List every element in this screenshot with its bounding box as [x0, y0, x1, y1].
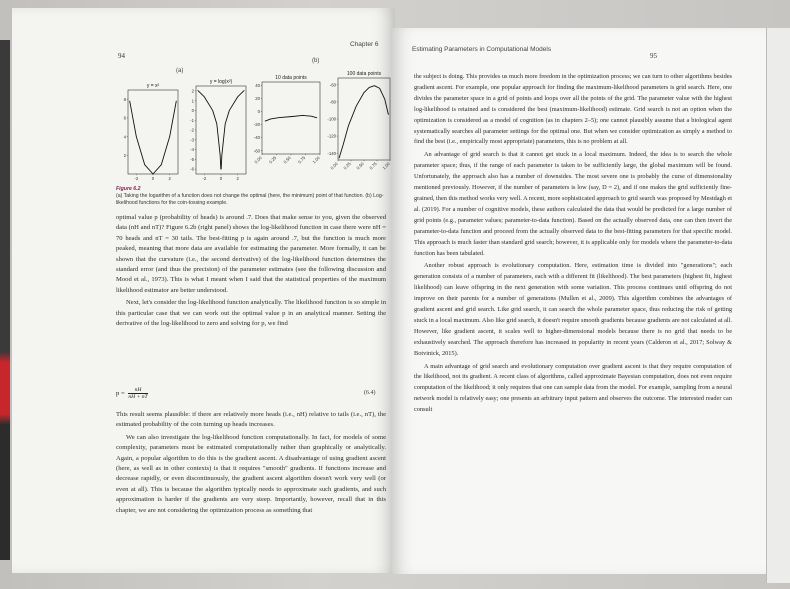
panel-a-label: (a) [176, 68, 184, 74]
y-tick-label: 0 [191, 108, 194, 114]
paragraph: the subject is doing. This provides us much more freedom in the optimization process; we can turn to other algorithms besides gradient ascent. For example, one popular approach for finding the maximum-likelihood parameters is grid search. Here, one divides the parameter space in a grid of points and loops over all the points of the grid. The parameter value with the highest log-likelihood is retained and is considered the best (maximum-likelihood) estimate. Grid search is not an option when the optimization is considered as a model of cognition (as in chapters 2–5); one cannot plausibly assume that a biological agent systematically searches all parameter settings for the optimal one. But when we consider optimization as simply a method to find the best (i.e., empirically most appropriate) parameters, this is no problem at all. [414, 73, 732, 146]
panel-b-label: (b) [312, 58, 320, 64]
figure-caption-text: (a) Taking the logarithm of a function does not change the optimal (here, the minimum) point of that function. (b) Log-likelihood functions for the coin-tossing example. [116, 193, 384, 206]
figure-6-2 [12, 56, 395, 206]
y-tick-label: -140 [327, 150, 336, 156]
y-tick-label: -20 [253, 122, 260, 128]
series-line [198, 90, 245, 169]
x-tick-label: 2 [168, 176, 171, 181]
plot-title: y = log(x²) [209, 79, 233, 85]
x-tick-label: 0.00 [253, 155, 263, 165]
plot-frame [338, 78, 390, 160]
plot-frame [262, 82, 320, 154]
y-tick-label: -60 [329, 82, 336, 88]
x-tick-label: 0 [151, 176, 155, 181]
y-tick-label: -40 [253, 135, 260, 141]
paragraph: An advantage of grid search is that it cannot get stuck in a local maximum. Indeed, the idea is to search the whole parameter space; thus, if the range of each parameter is taken to be sufficiently large, the global maximum will be found. Unfortunately, the approach also has a number of downsides. The most severe one is probably the curse of dimensionality mentioned previously. However, if the number of parameters is low (say, D = 2), and if one makes the grid sufficiently fine-grained, then this method works very well. A recent, more sophisticated approach to grid search was proposed by Mestdagh et al. (2019). For a number of cognitive models, these authors calculated the data that would be predicted for a large number of grid points (e.g., parameter values; parameter-to-data function). Based on the actually observed data, one can then invert the parameter-to-data function and proceed from the actually observed data to the best-fitting parameters for that specific model. This approach is much faster than standard grid search; however, it is applicable only for models where the parameter-to-data function has been tabulated. [414, 151, 732, 257]
book-cover-right [766, 28, 790, 583]
paragraph: A main advantage of grid search and evolutionary computation over gradient ascent is that they require computation of the likelihood, not its gradient. A recent class of algorithms, called approximate Bayesian computation, does not even require computation of the likelihood; it only requires that one can sample data from the model. For example, sampling from a neural network model is relatively easy; one presents an arbitrary input pattern and observes the outcome. The interested reader can consult [414, 362, 732, 414]
left-body-upper [116, 213, 386, 331]
x-tick-label: 0 [219, 176, 223, 181]
series-line [130, 101, 177, 174]
series-line [265, 115, 317, 121]
y-tick-label: -6 [190, 166, 194, 172]
right-running-head: Estimating Parameters in Computational Models [412, 46, 552, 53]
x-tick-label: 1.00 [311, 155, 321, 165]
y-tick-label: -60 [253, 148, 260, 154]
paragraph: optimal value p (probability of heads) is around .7. Does that make sense to you, given the observed data (nH and nT)? Figure 6.2b (right panel) shows the log-likelihood function in case there were nH = 70 heads and nT = 30 tails. The best-fitting p is again around .7, but the function is much more peaked, meaning that more data are available for estimating the parameter. More formally, it can be shown that the curvature (i.e., the second derivative) of the log-likelihood function determines the standard error (and thus the precision) of the parameter estimates (see the following discussion and Mood et al., 1973). This is what I meant when I said that the statistical properties of the maximum likelihood estimator are better understood. [116, 214, 386, 294]
x-tick-label: 0.25 [342, 161, 352, 171]
x-tick-label: 0.50 [355, 161, 365, 171]
y-tick-label: -5 [190, 156, 194, 162]
y-tick-label: -4 [190, 147, 194, 153]
figure-caption [116, 186, 388, 207]
paragraph: This result seems plausible: if there are relatively more heads (i.e., nH) relative to tails (i.e., nT), the estimated probability of the coin turning up heads increases. [116, 411, 386, 429]
y-tick-label: 6 [123, 115, 126, 121]
book-cover-edge [0, 40, 10, 560]
left-running-head: Chapter 6 [350, 41, 379, 48]
y-tick-label: -3 [190, 137, 194, 143]
paragraph: Another robust approach is evolutionary computation. Here, estimation time is divided into "generations"; each generation consists of a number of parameters, each with a different fit (likelihood). The best parameters (highest fit, highest likelihood) can leave offspring in the next generation with some variation. This process continues until offspring do not improve on their parents for a number of generations (Mullen et al., 2009). This algorithm combines the advantages of gradient ascent and grid search. Like grid search, it can search the whole parameter space, thus reducing the risk of getting stuck in a local maximum. Also like grid search, it doesn't require smooth gradients because gradients are not calculated at all. However, like gradient ascent, it scales well to higher-dimensional models because there is no grid that needs to be exhaustively searched. The approach therefore has increased in popularity in recent years (Calderon et al., 2017; Solway & Botvinick, 2015). [414, 262, 732, 357]
x-tick-label: -2 [202, 176, 207, 181]
y-tick-label: 2 [123, 152, 126, 158]
x-tick-label: 0.00 [329, 161, 339, 171]
plot-title: 10 data points [275, 75, 307, 81]
plot-frame [196, 86, 246, 174]
figure-caption-label: Figure 6.2 [116, 186, 141, 192]
paragraph: We can also investigate the log-likelihood function computationally. In fact, for models of some complexity, parameters must be estimated computationally rather than graphically or analytically. Again, a popular algorithm to do this is the gradient ascent. A disadvantage of using gradient ascent (here, as well as in other contexts) is that it requires "smooth" gradients. If functions increase and decrease rapidly, or even discontinuously, the gradient ascent algorithm doesn't work very well (or even at all). This is because the algorithm typically needs to approximate such gradients, and such approximation is harder if the gradients are very steep. Importantly, however, recall that in this chapter, we are not considering the optimization process as something that [116, 433, 386, 514]
y-tick-label: 40 [255, 82, 260, 88]
y-tick-label: -100 [327, 116, 336, 122]
x-tick-label: 0.75 [296, 155, 307, 165]
equation-number: (6.4) [364, 390, 376, 396]
left-body-lower [116, 410, 386, 518]
equation-denominator: nH + nT [128, 394, 148, 400]
right-page-number: 95 [650, 52, 657, 60]
y-tick-label: 1 [191, 98, 194, 104]
x-tick-label: -2 [134, 176, 139, 181]
equation-6-4 [116, 387, 148, 400]
y-tick-label: -1 [190, 117, 194, 123]
y-tick-label: 2 [191, 88, 194, 94]
y-tick-label: -80 [329, 99, 336, 105]
left-page [12, 8, 395, 573]
y-tick-label: 8 [123, 96, 126, 102]
y-tick-label: -2 [190, 127, 194, 133]
right-body [414, 72, 732, 418]
x-tick-label: 0.50 [282, 155, 292, 165]
left-page-number: 94 [118, 52, 125, 60]
right-page [392, 28, 766, 574]
series-line [339, 86, 388, 159]
y-tick-label: 0 [257, 109, 260, 115]
y-tick-label: -120 [327, 133, 336, 139]
equation-numerator: nH [128, 387, 147, 394]
x-tick-label: 0.75 [368, 161, 378, 171]
plot-title: 100 data points [346, 71, 382, 77]
x-tick-label: 1.00 [381, 161, 391, 171]
y-tick-label: 4 [123, 134, 126, 140]
paragraph: Next, let's consider the log-likelihood function analytically. The likelihood function is so simple in this particular case that we can work out the optimal value p in an analytical manner. Setting the derivative of the log-likelihood to zero and solving for p, we find [116, 299, 386, 328]
equation-lhs: p = [116, 390, 125, 398]
x-tick-label: 0.25 [267, 155, 278, 165]
x-tick-label: 2 [236, 176, 239, 181]
y-tick-label: 20 [255, 95, 260, 101]
plot-title: y = x² [146, 83, 160, 89]
